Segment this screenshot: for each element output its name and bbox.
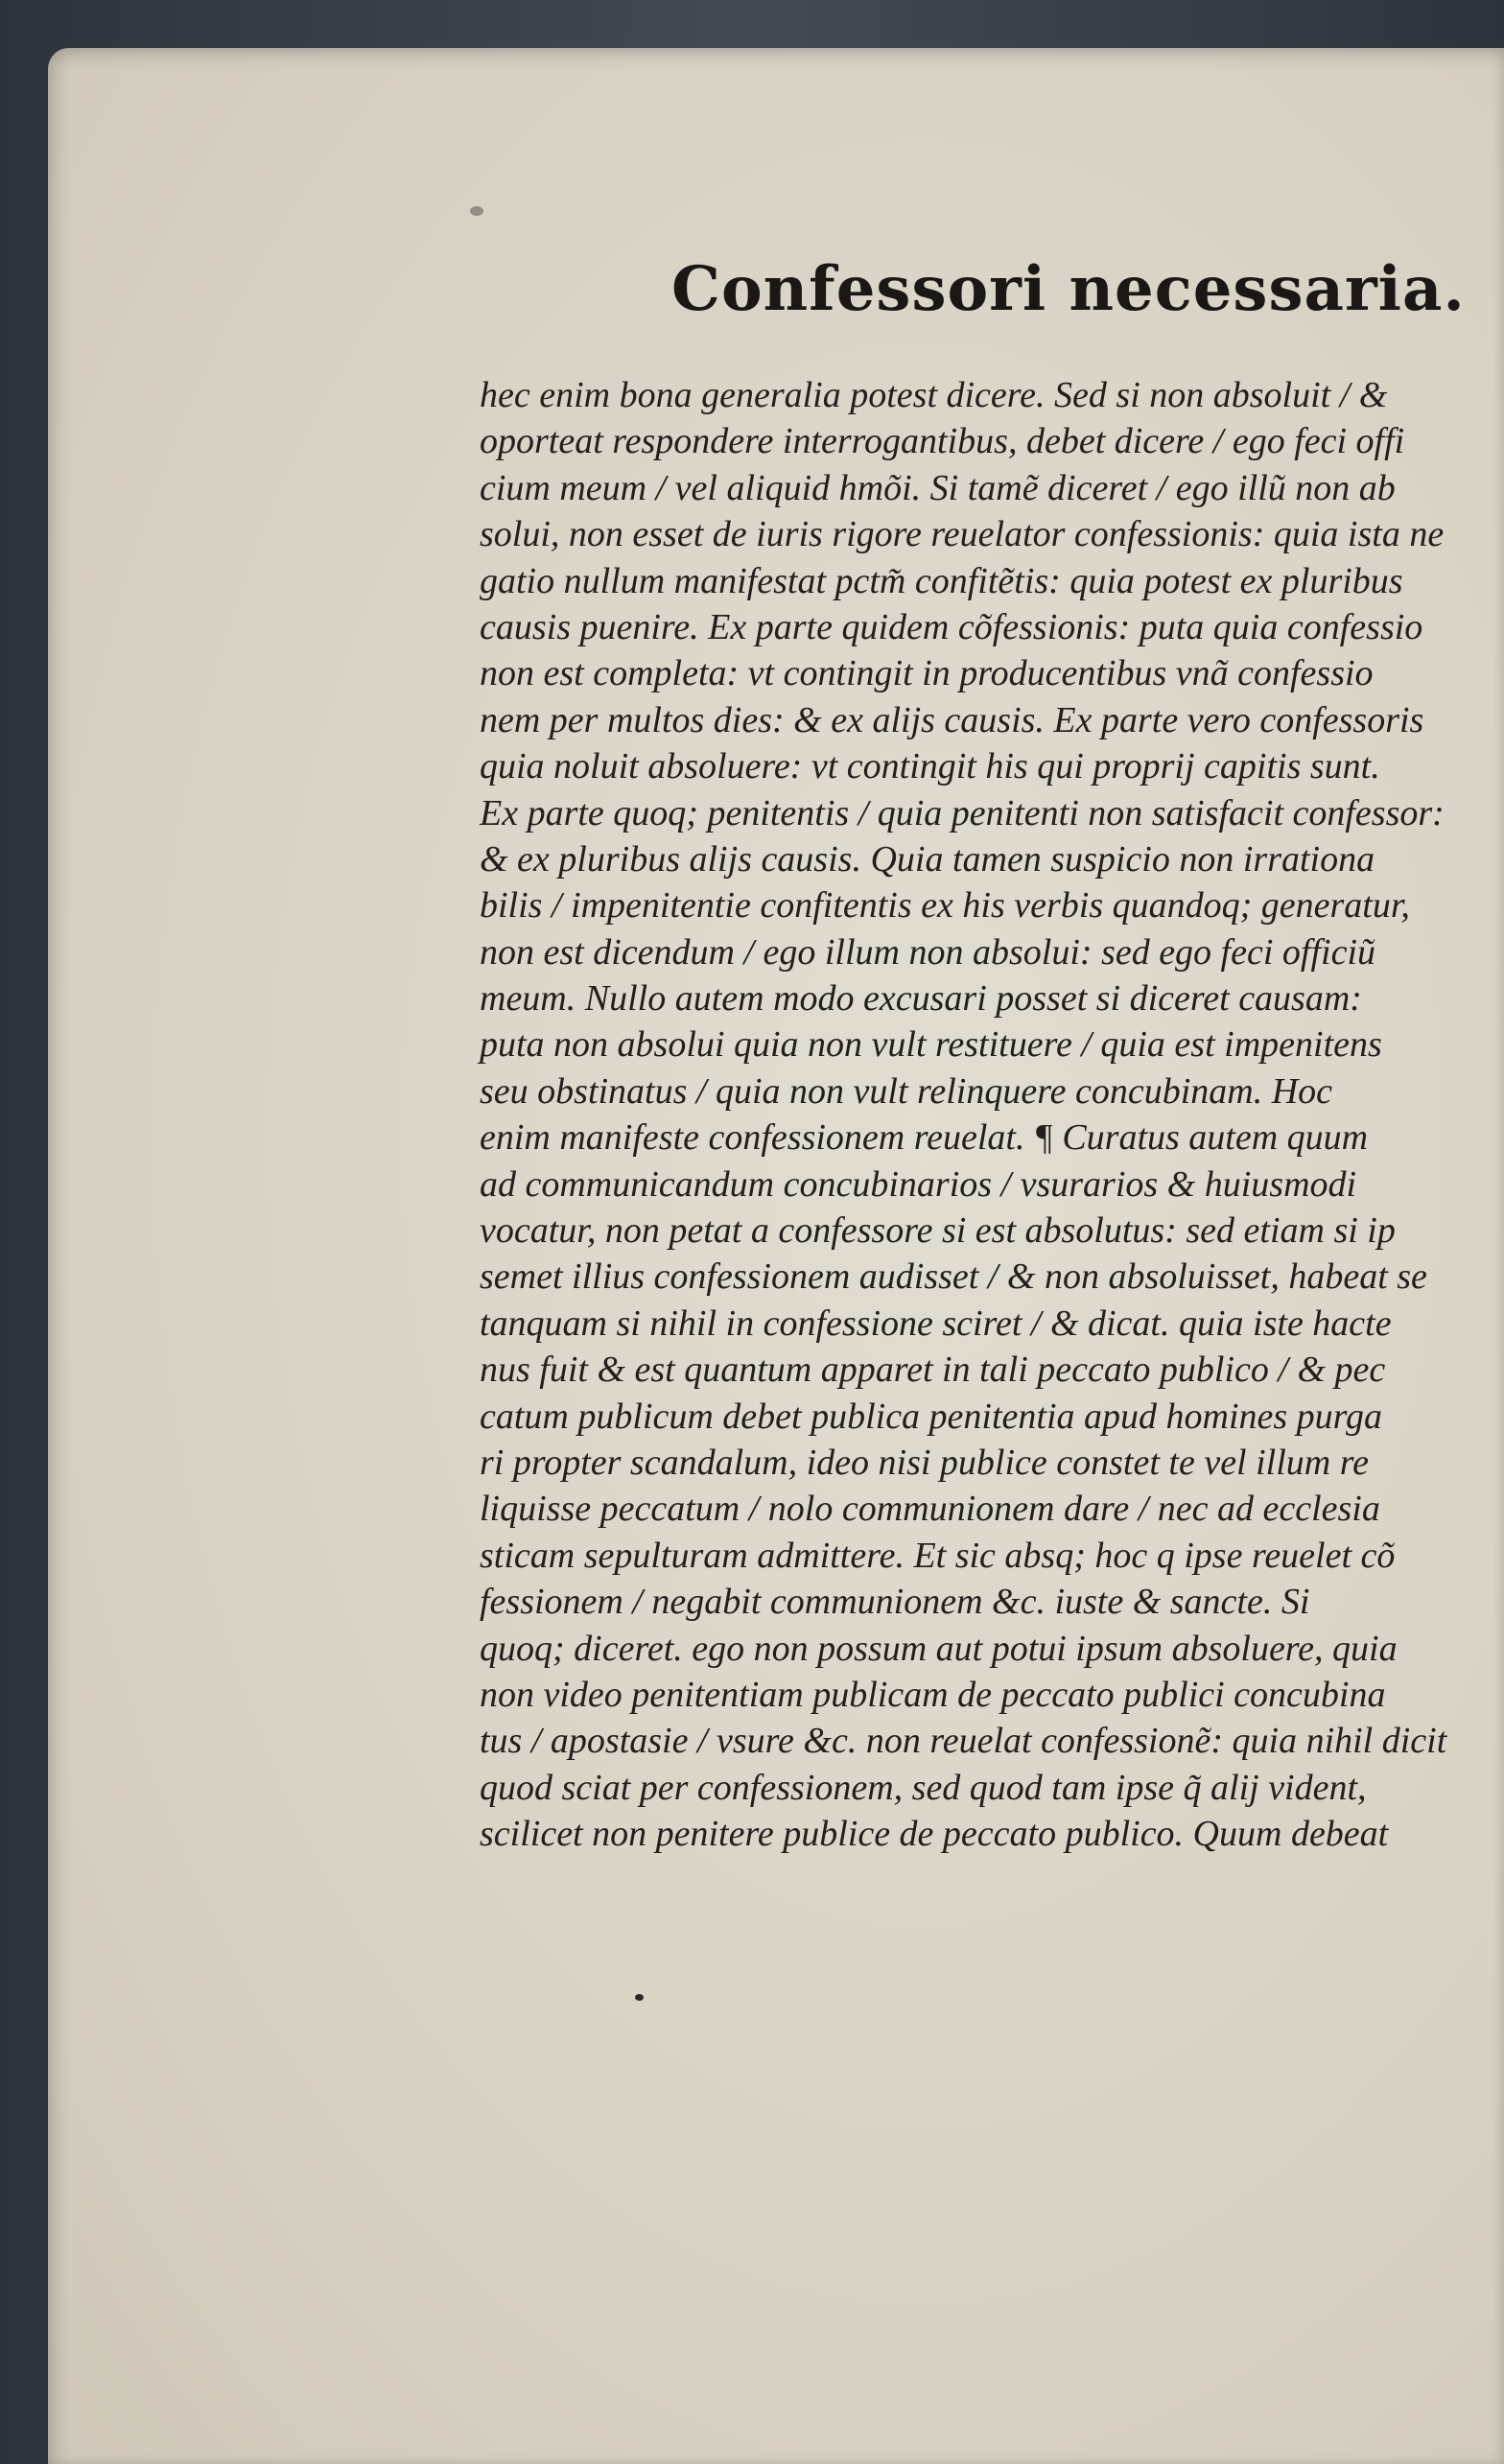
text-line: bilis / impenitentie confitentis ex his verbis quandoq; generatur,: [480, 885, 1410, 927]
text-line: quod sciat per confessionem, sed quod tam ipse q̃ alij vident,: [480, 1767, 1367, 1808]
text-line: puta non absolui quia non vult restituere / quia est impenitens: [480, 1024, 1382, 1066]
text-line: Ex parte quoq; penitentis / quia penitenti non satisfacit confessor:: [480, 792, 1445, 833]
text-line: quia noluit absoluere: vt contingit his qui proprij capitis sunt.: [480, 746, 1380, 787]
text-line: oporteat respondere interrogantibus, debet dicere / ego feci offi: [480, 421, 1405, 462]
text-line: solui, non esset de iuris rigore reuelator confessionis: quia ista ne: [480, 514, 1445, 555]
text-line: seu obstinatus / quia non vult relinquere concubinam. Hoc: [480, 1070, 1333, 1112]
text-line: scilicet non penitere publice de peccato publico. Quum debeat: [480, 1814, 1389, 1855]
text-line: non video penitentiam publicam de peccato publici concubina: [480, 1674, 1386, 1715]
text-line: gatio nullum manifestat pctm̃ confitẽtis: quia potest ex pluribus: [480, 560, 1403, 601]
text-line: vocatur, non petat a confessore si est absolutus: sed etiam si ip: [480, 1210, 1396, 1252]
text-line: cium meum / vel aliquid hmõi. Si tamẽ diceret / ego illũ non ab: [480, 467, 1396, 508]
body-text: [480, 372, 1468, 1858]
ink-speck: [470, 206, 483, 216]
text-line: & ex pluribus alijs causis. Quia tamen suspicio non irrationa: [480, 838, 1375, 880]
text-line: nus fuit & est quantum apparet in tali peccato publico / & pec: [480, 1349, 1386, 1391]
text-line: semet illius confessionem audisset / & non absoluisset, habeat se: [480, 1256, 1427, 1298]
text-line: ad communicandum concubinarios / vsurarios & huiusmodi: [480, 1163, 1357, 1205]
text-line: tanquam si nihil in confessione sciret / & dicat. quia iste hacte: [480, 1302, 1392, 1344]
text-line: non est dicendum / ego illum non absolui: sed ego feci officiũ: [480, 931, 1376, 973]
text-line: liquisse peccatum / nolo communionem dare / nec ad ecclesia: [480, 1489, 1380, 1530]
text-line: tus / apostasie / vsure &c. non reuelat confessionẽ: quia nihil dicit: [480, 1721, 1447, 1762]
text-line: hec enim bona generalia potest dicere. Sed si non absoluit / &: [480, 375, 1388, 415]
running-heading: Confessori necessaria.: [671, 253, 1466, 325]
text-line: enim manifeste confessionem reuelat. ¶ Curatus autem quum: [480, 1117, 1369, 1159]
text-line: catum publicum debet publica penitentia apud homines purga: [480, 1396, 1383, 1437]
text-line: causis puenire. Ex parte quidem cõfessionis: puta quia confessio: [480, 606, 1423, 647]
text-line: quoq; diceret. ego non possum aut potui ipsum absoluere, quia: [480, 1628, 1398, 1669]
ink-dot: [635, 1994, 644, 2001]
text-line: non est completa: vt contingit in producentibus vnã confessio: [480, 653, 1374, 694]
text-line: ri propter scandalum, ideo nisi publice constet te vel illum re: [480, 1442, 1369, 1483]
text-line: meum. Nullo autem modo excusari posset si diceret causam:: [480, 978, 1362, 1020]
text-line: sticam sepulturam admittere. Et sic absq; hoc q ipse reuelet cõ: [480, 1535, 1396, 1576]
text-line: nem per multos dies: & ex alijs causis. Ex parte vero confessoris: [480, 699, 1424, 740]
text-line: fessionem / negabit communionem &c. iuste & sancte. Si: [480, 1582, 1310, 1623]
